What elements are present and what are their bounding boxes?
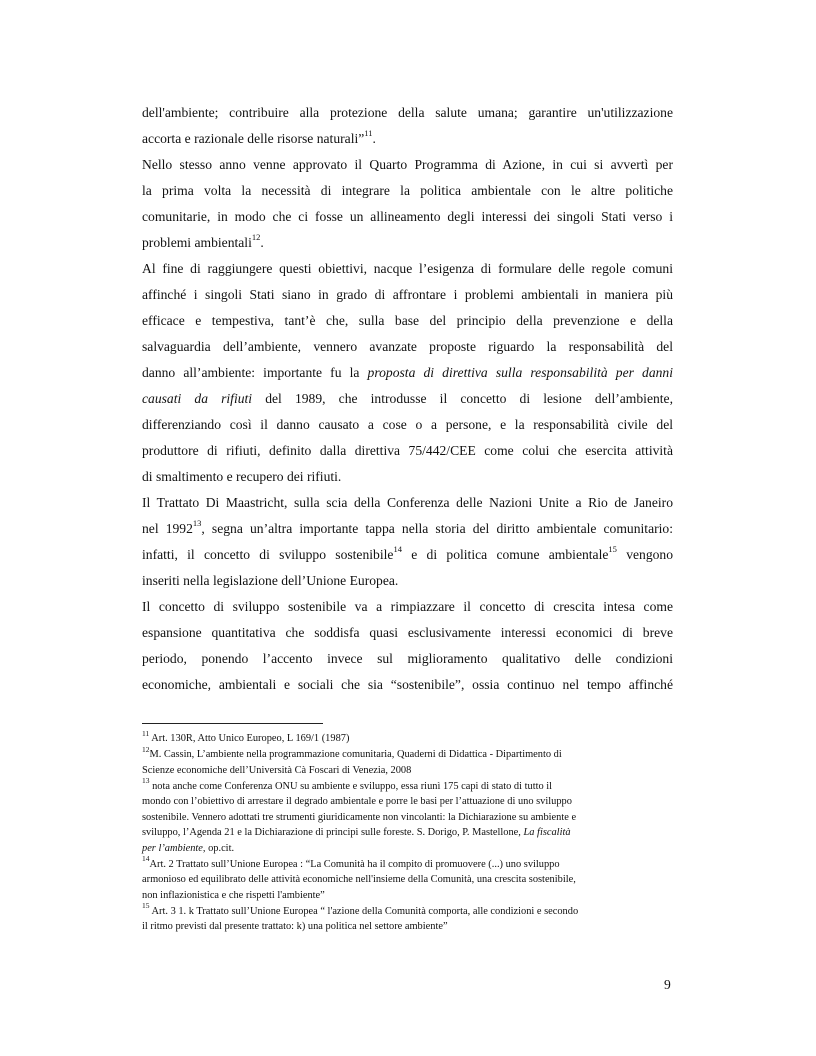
paragraph-5 [142, 594, 673, 698]
footnote-12: $^{12}$M. Cassin, L’ambiente nella programmazione comunitaria, Quaderni di Didattica - Dipartimento di Scienze economiche dell’Università Cà Foscari di Venezia, 2008 [142, 744, 562, 776]
footnote-13: $^{13}$ nota anche come Conferenza ONU su ambiente e sviluppo, essa riunì 175 capi di stato di tutto il mondo con l’obiettivo di arrestare il degrado ambientale e porre le basi per l’attuazione di uno sviluppo sostenibile. Vennero adottati tre strumenti giuridicamente non vincolanti: la Dichiarazione su ambiente e sviluppo, l’Agenda 21 e la Dichiarazione di principi sulle foreste. S. Dorigo, P. Mastellone, La fiscalità per l’ambiente, op.cit. [142, 776, 577, 854]
italic-title: proposta di direttiva sulla responsabilità per danni [367, 365, 673, 380]
text-line: Al fine di raggiungere questi obiettivi, nacque l’esigenza di formulare delle regole comuni [142, 261, 673, 276]
footnote-ref-13[interactable]: 13 [192, 518, 202, 529]
text-line: di smaltimento e recupero dei rifiuti. [142, 469, 342, 484]
text-line: inseriti nella legislazione dell’Unione Europea. [142, 573, 399, 588]
text-line: problemi ambientali$^{12}$. [142, 232, 264, 250]
footnote-15: $^{15}$ Art. 3 1. k Trattato sull’Unione Europea “ l'azione della Comunità comporta, alle condizioni e secondo il ritmo previsti dal presente trattato: k) una politica nel settore ambiente” [142, 901, 579, 932]
footnotes [142, 728, 673, 935]
text-line: salvaguardia dell’ambiente, vennero avanzate proposte riguardo la responsabilità del [142, 339, 673, 354]
page-number: 9 [664, 977, 671, 992]
text-line: efficace e tempestiva, tant’è che, sulla base del principio della prevenzione e della [142, 313, 673, 328]
paragraph-2 [142, 152, 673, 256]
text-line: infatti, il concetto di sviluppo sostenibile$^{14}$ e di politica comune ambientale$^{15}$ vengono [142, 544, 674, 562]
text-line: affinché i singoli Stati siano in grado di affrontare i problemi ambientali in maniera più [142, 287, 673, 302]
text-line: economiche, ambientali e sociali che sia “sostenibile”, ossia continuo nel tempo affinché [142, 677, 673, 692]
italic-title: causati da rifiuti [142, 391, 253, 406]
text-line: periodo, ponendo l’accento invece sul miglioramento qualitativo delle condizioni [142, 651, 673, 666]
text-line: Nello stesso anno venne approvato il Quarto Programma di Azione, in cui si avvertì per [142, 157, 673, 172]
text-line: Il Trattato Di Maastricht, sulla scia della Conferenza delle Nazioni Unite a Rio de Janeiro [142, 495, 673, 510]
footnote-14: $^{14}$Art. 2 Trattato sull’Unione Europea : “La Comunità ha il compito di promuovere (...) uno sviluppo armonioso ed equilibrato delle attività economiche nell'insieme della Comunità, una crescita sostenibile, non inflazionistica e che rispetti l'ambiente” [142, 854, 576, 901]
paragraph-3 [142, 256, 673, 490]
text-line: Il concetto di sviluppo sostenibile va a rimpiazzare il concetto di crescita intesa come [142, 599, 673, 614]
paragraph-4 [142, 490, 673, 594]
main-text [142, 100, 673, 698]
text-line: espansione quantitativa che soddisfa quasi esclusivamente interessi economici di breve [142, 625, 673, 640]
text-line: produttore di rifiuti, definito dalla direttiva 75/442/CEE come colui che esercita attività [142, 443, 673, 458]
text-line: nel 1992$^{13}$, segna un’altra importante tappa nella storia del diritto ambientale comunitario: [142, 518, 673, 536]
text-line: comunitarie, in modo che ci fosse un allineamento degli interessi dei singoli Stati verso i [142, 209, 673, 224]
footnote-ref-11[interactable]: 11 [364, 128, 373, 139]
footnote-ref-12[interactable]: 12 [251, 232, 261, 243]
footnote-ref-15[interactable]: 15 [608, 544, 617, 555]
text-line: la prima volta la necessità di integrare la politica ambientale con le altre politiche [142, 183, 673, 198]
footnote-ref-14[interactable]: 14 [393, 544, 402, 555]
text-line: danno all’ambiente: importante fu la proposta di direttiva sulla responsabilità per danni [142, 365, 673, 380]
footnote-separator [142, 723, 323, 724]
text-line: accorta e razionale delle risorse naturali”$^{11}$. [142, 128, 376, 146]
text-line: dell'ambiente; contribuire alla protezione della salute umana; garantire un'utilizzazione [142, 105, 673, 120]
text-line: differenziando così il danno causato a cose o a persone, e la responsabilità civile del [142, 417, 673, 432]
text-line: causati da rifiuti del 1989, che introdusse il concetto di lesione dell’ambiente, [142, 391, 673, 406]
paragraph-1 [142, 100, 673, 152]
footnote-11: $^{11}$ Art. 130R, Atto Unico Europeo, L 169/1 (1987) [142, 728, 350, 744]
